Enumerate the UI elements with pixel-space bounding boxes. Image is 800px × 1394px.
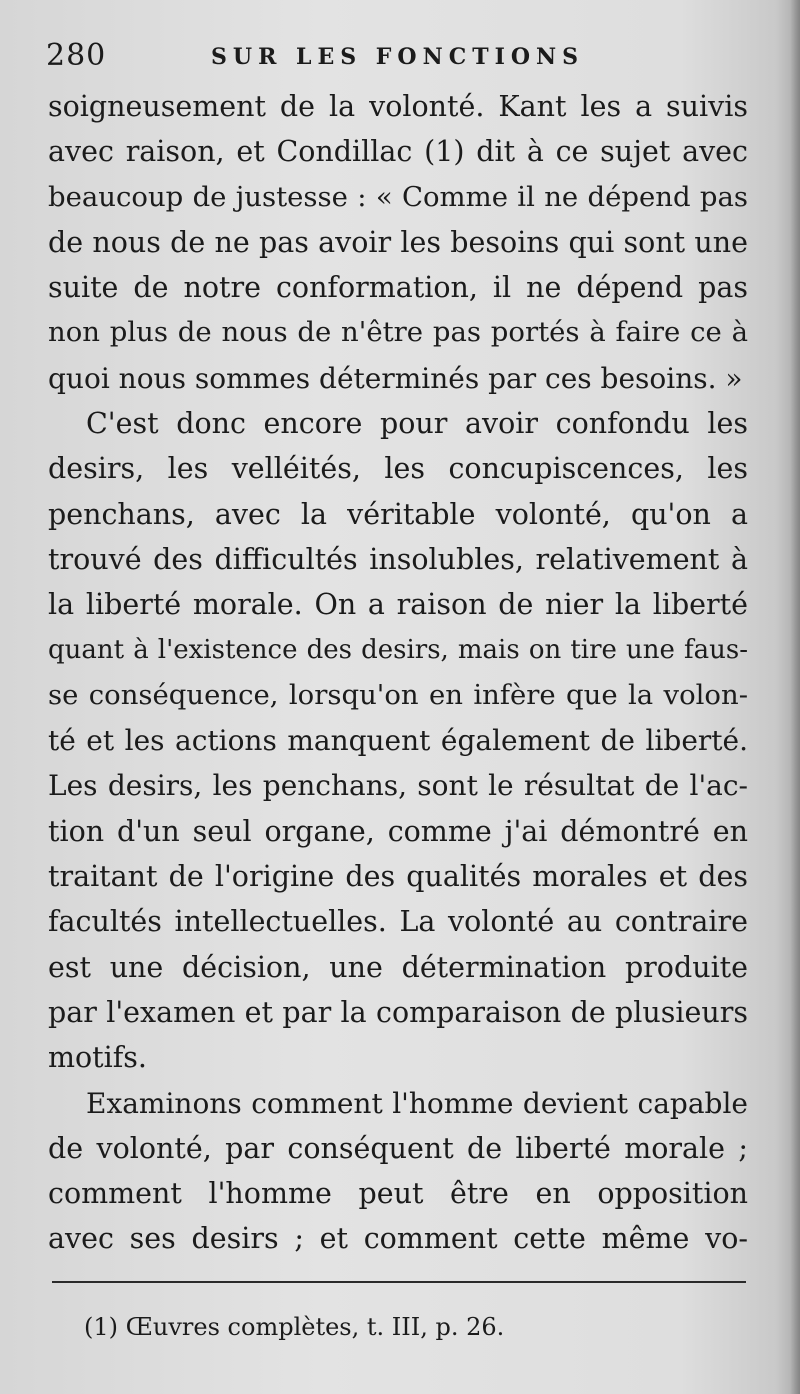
text-line: quoi nous sommes déterminés par ces besoins. »	[48, 361, 743, 395]
page-edge-shadow	[790, 0, 800, 1394]
text-line: la liberté morale. On a raison de nier la liberté	[48, 588, 748, 622]
page-number: 280	[46, 38, 107, 73]
footnote: (1) Œuvres complètes, t. III, p. 26.	[84, 1313, 505, 1341]
footnote-rule	[52, 1281, 746, 1283]
text-line: beaucoup de justesse : « Comme il ne dépend pas	[48, 180, 748, 213]
text-line: motifs.	[48, 1041, 147, 1075]
text-line: soigneusement de la volonté. Kant les a suivis	[48, 90, 748, 123]
paragraph	[48, 1081, 748, 1262]
text-line: avec ses desirs ; et comment cette même vo-	[48, 1222, 748, 1256]
body-text	[48, 84, 748, 1262]
text-line: Examinons comment l'homme devient capable	[86, 1086, 748, 1120]
text-line: est une décision, une détermination produite	[48, 950, 748, 984]
text-line: non plus de nous de n'être pas portés à faire ce à	[48, 316, 748, 349]
text-line: avec raison, et Condillac (1) dit à ce sujet avec	[48, 135, 748, 169]
text-line: suite de notre conformation, il ne dépend pas	[48, 271, 748, 305]
text-line: facultés intellectuelles. La volonté au contraire	[48, 905, 748, 939]
text-line: desirs, les velléités, les concupiscences, les	[48, 452, 748, 486]
text-line: comment l'homme peut être en opposition	[48, 1177, 748, 1211]
running-title: SUR LES FONCTIONS	[211, 44, 585, 70]
text-line: C'est donc encore pour avoir confondu les	[86, 407, 748, 441]
text-line: penchans, avec la véritable volonté, qu'on a	[48, 497, 748, 531]
text-line: se conséquence, lorsqu'on en infère que la volon-	[48, 678, 748, 711]
text-line: tion d'un seul organe, comme j'ai démontré en	[48, 814, 748, 848]
text-line: de volonté, par conséquent de liberté morale ;	[48, 1131, 748, 1165]
text-line: par l'examen et par la comparaison de plusieurs	[48, 995, 748, 1029]
text-line: Les desirs, les penchans, sont le résultat de l'ac-	[48, 769, 748, 803]
text-line: trouvé des difficultés insolubles, relativement à	[48, 542, 748, 576]
paragraph	[48, 401, 748, 1080]
paragraph	[48, 84, 748, 401]
text-line: té et les actions manquent également de liberté.	[48, 724, 748, 758]
text-line: quant à l'existence des desirs, mais on tire une faus-	[48, 634, 748, 665]
text-line: traitant de l'origine des qualités morales et des	[48, 860, 748, 894]
running-head	[46, 38, 766, 78]
text-line: de nous de ne pas avoir les besoins qui sont une	[48, 225, 748, 259]
